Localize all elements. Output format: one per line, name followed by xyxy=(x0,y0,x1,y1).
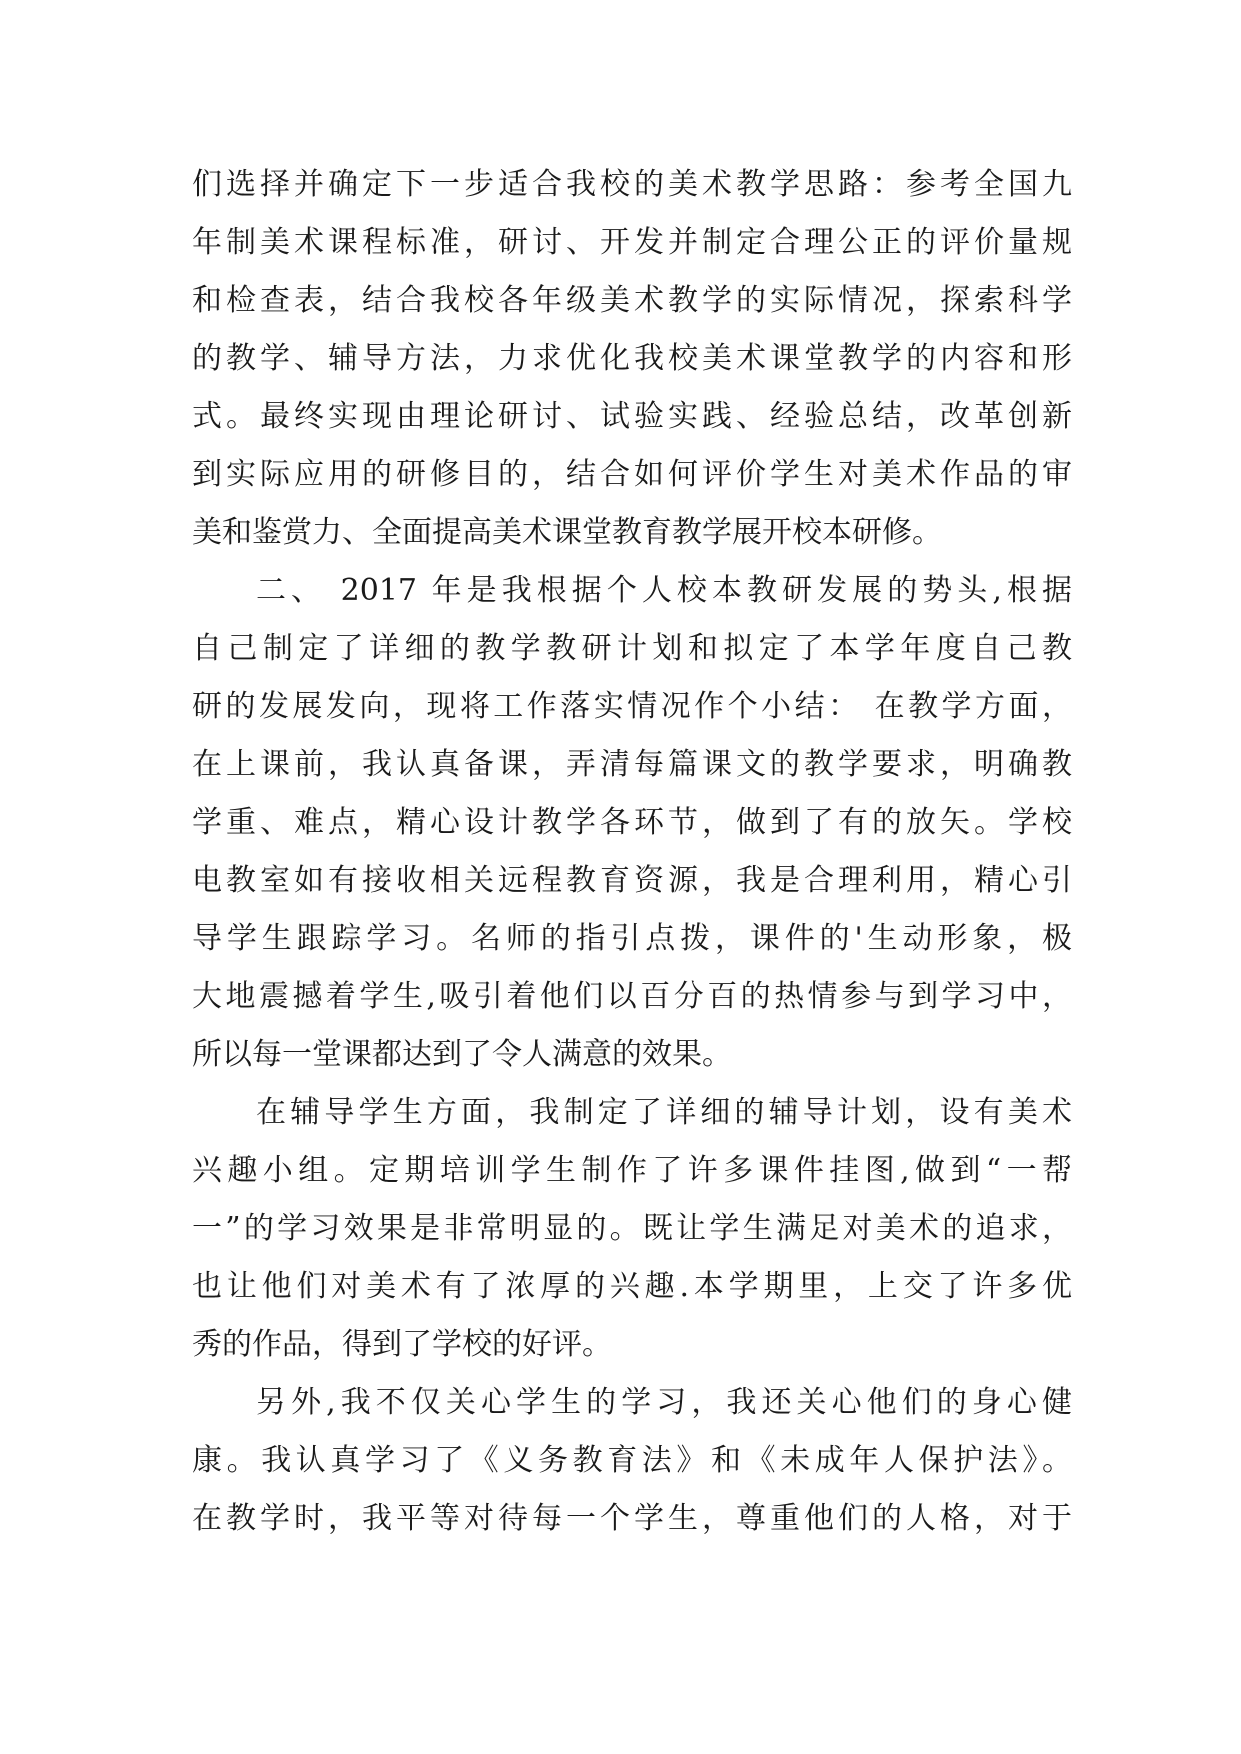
text-line: 大地震撼着学生,吸引着他们以百分百的热情参与到学习中， xyxy=(192,979,1072,1014)
text-line: 兴趣小组。定期培训学生制作了许多课件挂图,做到“一帮 xyxy=(192,1153,1072,1188)
text-line: 和检查表，结合我校各年级美术教学的实际情况，探索科学 xyxy=(192,283,1072,318)
text-line: 在教学时，我平等对待每一个学生，尊重他们的人格，对于 xyxy=(192,1501,1072,1536)
text-line: 式。最终实现由理论研讨、试验实践、经验总结，改革创新 xyxy=(192,399,1072,434)
text-line: 自己制定了详细的教学教研计划和拟定了本学年度自己教 xyxy=(192,631,1072,666)
text-line: 所以每一堂课都达到了令人满意的效果。 xyxy=(192,1037,732,1072)
text-line: 康。我认真学习了《义务教育法》和《未成年人保护法》。 xyxy=(192,1443,1072,1478)
text-line: 研的发展发向，现将工作落实情况作个小结： 在教学方面， xyxy=(192,689,1072,724)
text-line: 年制美术课程标准，研讨、开发并制定合理公正的评价量规 xyxy=(192,225,1072,260)
text-line: 学重、难点，精心设计教学各环节，做到了有的放矢。学校 xyxy=(192,805,1072,840)
text-line: 秀的作品，得到了学校的好评。 xyxy=(192,1327,612,1362)
text-line: 导学生跟踪学习。名师的指引点拨，课件的'生动形象，极 xyxy=(192,921,1072,956)
text-line: 电教室如有接收相关远程教育资源，我是合理利用，精心引 xyxy=(192,863,1072,898)
text-line: 的教学、辅导方法，力求优化我校美术课堂教学的内容和形 xyxy=(192,341,1072,376)
text-line: 们选择并确定下一步适合我校的美术教学思路：参考全国九 xyxy=(192,167,1072,202)
text-line: 一”的学习效果是非常明显的。既让学生满足对美术的追求， xyxy=(192,1211,1072,1246)
body-text xyxy=(192,156,1072,1548)
text-line: 另外,我不仅关心学生的学习，我还关心他们的身心健 xyxy=(256,1385,1072,1420)
text-line: 在上课前，我认真备课，弄清每篇课文的教学要求，明确教 xyxy=(192,747,1072,782)
text-line: 二、 2017 年是我根据个人校本教研发展的势头,根据 xyxy=(256,573,1072,608)
text-line: 也让他们对美术有了浓厚的兴趣.本学期里，上交了许多优 xyxy=(192,1269,1072,1304)
text-line: 美和鉴赏力、全面提高美术课堂教育教学展开校本研修。 xyxy=(192,515,942,550)
text-line: 在辅导学生方面，我制定了详细的辅导计划，设有美术 xyxy=(256,1095,1072,1130)
text-line: 到实际应用的研修目的，结合如何评价学生对美术作品的审 xyxy=(192,457,1072,492)
